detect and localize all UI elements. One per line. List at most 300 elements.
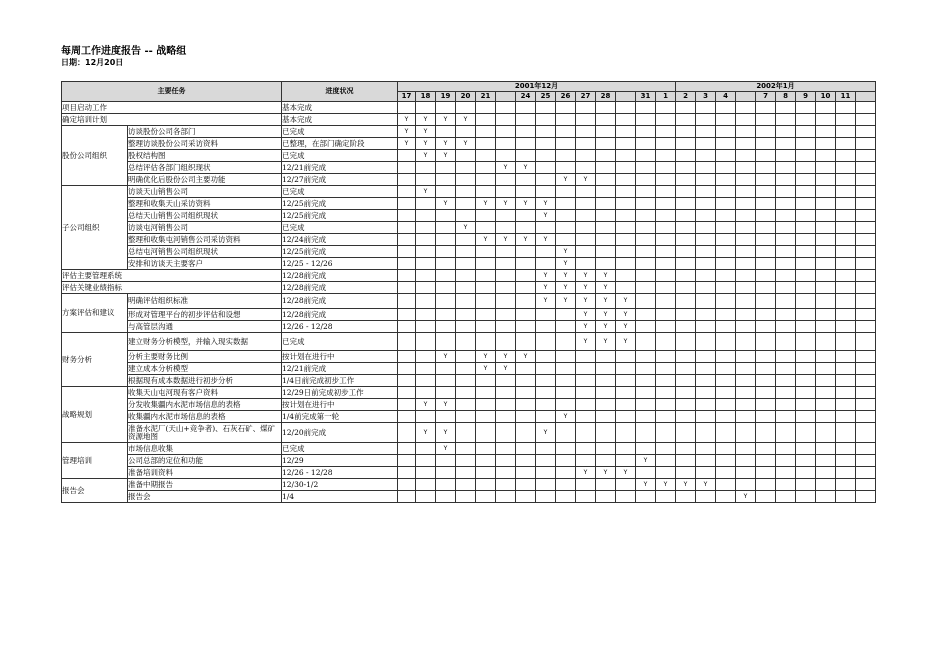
schedule-cell xyxy=(616,258,636,270)
table-row xyxy=(62,186,876,198)
schedule-cell: Y xyxy=(496,234,516,246)
schedule-cell xyxy=(836,222,856,234)
schedule-cell: Y xyxy=(536,294,556,309)
schedule-cell xyxy=(756,102,776,114)
task-label: 明确优化后股份公司主要功能 xyxy=(128,174,282,186)
schedule-cell xyxy=(398,333,416,351)
schedule-cell xyxy=(636,399,656,411)
day-header xyxy=(616,92,636,102)
schedule-cell xyxy=(836,387,856,399)
schedule-cell xyxy=(436,102,456,114)
schedule-cell xyxy=(676,282,696,294)
schedule-cell xyxy=(736,150,756,162)
schedule-cell xyxy=(736,270,756,282)
schedule-cell xyxy=(636,114,656,126)
schedule-cell xyxy=(736,198,756,210)
task-label: 总结屯河销售公司组织现状 xyxy=(128,246,282,258)
schedule-cell xyxy=(456,467,476,479)
schedule-cell xyxy=(836,411,856,423)
schedule-cell xyxy=(696,234,716,246)
schedule-cell xyxy=(416,234,436,246)
schedule-cell xyxy=(596,491,616,503)
schedule-cell xyxy=(776,186,796,198)
schedule-cell xyxy=(736,294,756,309)
schedule-cell xyxy=(556,102,576,114)
schedule-cell xyxy=(616,246,636,258)
schedule-cell xyxy=(816,399,836,411)
schedule-cell xyxy=(836,210,856,222)
schedule-cell xyxy=(456,411,476,423)
schedule-cell xyxy=(776,294,796,309)
task-label: 总结评估各部门组织现状 xyxy=(128,162,282,174)
schedule-cell: Y xyxy=(596,294,616,309)
category-label: 方案评估和建议 xyxy=(62,294,128,333)
schedule-cell xyxy=(456,258,476,270)
schedule-cell xyxy=(796,270,816,282)
schedule-cell xyxy=(556,491,576,503)
schedule-cell xyxy=(556,333,576,351)
schedule-cell xyxy=(656,321,676,333)
schedule-cell xyxy=(656,351,676,363)
schedule-cell xyxy=(516,455,536,467)
table-row xyxy=(62,222,876,234)
schedule-cell xyxy=(616,126,636,138)
schedule-cell xyxy=(676,294,696,309)
schedule-cell xyxy=(736,258,756,270)
schedule-cell xyxy=(398,282,416,294)
schedule-cell xyxy=(536,102,556,114)
schedule-cell xyxy=(716,150,736,162)
schedule-cell xyxy=(776,309,796,321)
day-header xyxy=(856,92,876,102)
schedule-cell xyxy=(716,246,736,258)
schedule-cell xyxy=(476,375,496,387)
schedule-cell: Y xyxy=(556,246,576,258)
schedule-cell xyxy=(576,399,596,411)
schedule-cell xyxy=(436,294,456,309)
task-label: 整理访谈股份公司采访资料 xyxy=(128,138,282,150)
schedule-cell xyxy=(496,222,516,234)
schedule-cell xyxy=(816,162,836,174)
schedule-cell xyxy=(516,333,536,351)
report-title: 每周工作进度报告 -- 战略组 xyxy=(61,46,187,57)
day-header: 26 xyxy=(556,92,576,102)
day-header: 9 xyxy=(796,92,816,102)
schedule-cell xyxy=(436,375,456,387)
schedule-cell xyxy=(456,491,476,503)
schedule-cell xyxy=(436,174,456,186)
schedule-cell xyxy=(636,411,656,423)
schedule-cell xyxy=(816,126,836,138)
table-row xyxy=(62,234,876,246)
schedule-cell xyxy=(456,423,476,443)
table-row xyxy=(62,423,876,443)
schedule-cell xyxy=(796,321,816,333)
schedule-cell xyxy=(556,138,576,150)
day-header: 1 xyxy=(656,92,676,102)
schedule-cell xyxy=(616,222,636,234)
schedule-cell xyxy=(656,333,676,351)
schedule-cell xyxy=(496,126,516,138)
schedule-cell xyxy=(736,246,756,258)
schedule-cell xyxy=(656,363,676,375)
schedule-cell: Y xyxy=(436,443,456,455)
schedule-cell xyxy=(496,399,516,411)
schedule-cell xyxy=(416,387,436,399)
schedule-cell xyxy=(696,363,716,375)
schedule-cell xyxy=(776,162,796,174)
schedule-cell xyxy=(496,455,516,467)
schedule-cell xyxy=(536,138,556,150)
schedule-cell xyxy=(436,333,456,351)
schedule-cell xyxy=(516,363,536,375)
schedule-cell xyxy=(436,467,456,479)
schedule-cell xyxy=(796,138,816,150)
schedule-cell xyxy=(676,333,696,351)
schedule-cell xyxy=(676,222,696,234)
schedule-cell: Y xyxy=(476,351,496,363)
schedule-cell xyxy=(676,174,696,186)
schedule-cell xyxy=(596,234,616,246)
schedule-cell xyxy=(816,198,836,210)
schedule-cell xyxy=(476,126,496,138)
schedule-cell xyxy=(736,455,756,467)
schedule-cell xyxy=(756,411,776,423)
schedule-cell xyxy=(696,222,716,234)
schedule-cell xyxy=(516,399,536,411)
schedule-cell xyxy=(476,138,496,150)
schedule-cell xyxy=(756,270,776,282)
schedule-cell xyxy=(416,294,436,309)
schedule-cell xyxy=(456,333,476,351)
schedule-cell xyxy=(476,399,496,411)
schedule-cell xyxy=(576,351,596,363)
schedule-cell xyxy=(696,150,716,162)
day-header: 24 xyxy=(516,92,536,102)
schedule-cell xyxy=(516,387,536,399)
schedule-cell xyxy=(616,234,636,246)
schedule-cell xyxy=(456,234,476,246)
schedule-cell xyxy=(576,387,596,399)
status-label: 12/20前完成 xyxy=(282,423,398,443)
schedule-cell: Y xyxy=(516,351,536,363)
status-label: 已完成 xyxy=(282,150,398,162)
schedule-cell: Y xyxy=(398,126,416,138)
schedule-cell xyxy=(596,126,616,138)
schedule-cell xyxy=(398,479,416,491)
schedule-cell xyxy=(476,491,496,503)
schedule-cell xyxy=(536,333,556,351)
schedule-cell xyxy=(476,174,496,186)
status-label: 已完成 xyxy=(282,126,398,138)
schedule-cell: Y xyxy=(556,282,576,294)
task-label: 确定培训计划 xyxy=(62,114,282,126)
schedule-cell xyxy=(856,411,876,423)
table-row xyxy=(62,321,876,333)
schedule-cell xyxy=(836,258,856,270)
table-row xyxy=(62,162,876,174)
schedule-cell xyxy=(636,174,656,186)
schedule-cell xyxy=(776,138,796,150)
schedule-cell: Y xyxy=(636,455,656,467)
schedule-cell xyxy=(496,491,516,503)
schedule-cell xyxy=(716,114,736,126)
schedule-cell xyxy=(676,411,696,423)
task-label: 安排和访谈天主要客户 xyxy=(128,258,282,270)
schedule-cell xyxy=(576,138,596,150)
schedule-cell xyxy=(856,114,876,126)
schedule-cell xyxy=(676,309,696,321)
schedule-cell xyxy=(516,222,536,234)
schedule-cell xyxy=(436,234,456,246)
schedule-cell xyxy=(496,114,516,126)
schedule-cell xyxy=(676,126,696,138)
schedule-cell xyxy=(456,387,476,399)
schedule-cell xyxy=(776,455,796,467)
task-label: 收集天山屯河现有客户资料 xyxy=(128,387,282,399)
schedule-cell xyxy=(816,114,836,126)
day-header: 7 xyxy=(756,92,776,102)
schedule-cell xyxy=(556,321,576,333)
schedule-cell xyxy=(696,491,716,503)
schedule-cell: Y xyxy=(456,138,476,150)
table-row xyxy=(62,246,876,258)
schedule-cell xyxy=(536,491,556,503)
schedule-cell xyxy=(856,443,876,455)
schedule-cell xyxy=(416,174,436,186)
schedule-cell xyxy=(416,198,436,210)
schedule-cell xyxy=(496,423,516,443)
table-row xyxy=(62,387,876,399)
status-label: 已完成 xyxy=(282,443,398,455)
status-label: 1/4 xyxy=(282,491,398,503)
schedule-cell xyxy=(676,363,696,375)
status-label: 12/28前完成 xyxy=(282,270,398,282)
schedule-cell: Y xyxy=(556,411,576,423)
schedule-cell xyxy=(398,258,416,270)
schedule-cell xyxy=(536,387,556,399)
schedule-cell xyxy=(556,399,576,411)
schedule-cell xyxy=(736,443,756,455)
schedule-cell xyxy=(456,198,476,210)
schedule-cell: Y xyxy=(596,321,616,333)
schedule-cell xyxy=(776,114,796,126)
schedule-cell xyxy=(776,321,796,333)
schedule-cell xyxy=(696,423,716,443)
task-label: 收集疆内水泥市场信息的表格 xyxy=(128,411,282,423)
schedule-cell xyxy=(596,455,616,467)
schedule-cell xyxy=(436,270,456,282)
schedule-cell xyxy=(576,198,596,210)
schedule-cell xyxy=(836,375,856,387)
schedule-cell xyxy=(416,309,436,321)
schedule-cell xyxy=(596,246,616,258)
schedule-cell xyxy=(416,222,436,234)
schedule-cell xyxy=(856,333,876,351)
schedule-cell xyxy=(816,150,836,162)
table-row xyxy=(62,491,876,503)
schedule-cell xyxy=(696,174,716,186)
schedule-cell xyxy=(416,375,436,387)
schedule-cell: Y xyxy=(536,198,556,210)
schedule-cell xyxy=(836,162,856,174)
schedule-cell xyxy=(776,399,796,411)
schedule-cell: Y xyxy=(696,479,716,491)
schedule-cell xyxy=(676,246,696,258)
schedule-cell xyxy=(856,174,876,186)
schedule-cell xyxy=(856,375,876,387)
schedule-cell xyxy=(736,411,756,423)
schedule-cell xyxy=(816,423,836,443)
schedule-cell: Y xyxy=(496,198,516,210)
schedule-cell: Y xyxy=(436,351,456,363)
schedule-cell xyxy=(796,210,816,222)
schedule-cell xyxy=(596,114,616,126)
schedule-cell xyxy=(516,186,536,198)
schedule-cell: Y xyxy=(596,333,616,351)
schedule-cell xyxy=(516,423,536,443)
schedule-cell xyxy=(636,351,656,363)
status-label: 12/21前完成 xyxy=(282,363,398,375)
task-label: 评估主要管理系统 xyxy=(62,270,282,282)
schedule-cell xyxy=(596,198,616,210)
schedule-cell xyxy=(836,423,856,443)
schedule-cell xyxy=(416,467,436,479)
schedule-cell xyxy=(736,138,756,150)
schedule-cell xyxy=(736,162,756,174)
schedule-cell xyxy=(416,162,436,174)
status-label: 12/28前完成 xyxy=(282,309,398,321)
task-label: 根据现有成本数据进行初步分析 xyxy=(128,375,282,387)
schedule-cell xyxy=(716,282,736,294)
day-header: 18 xyxy=(416,92,436,102)
schedule-cell xyxy=(456,351,476,363)
status-label: 12/28前完成 xyxy=(282,282,398,294)
schedule-cell xyxy=(436,186,456,198)
schedule-cell xyxy=(856,351,876,363)
schedule-cell xyxy=(636,198,656,210)
schedule-cell xyxy=(536,246,556,258)
task-label: 访谈屯河销售公司 xyxy=(128,222,282,234)
schedule-cell xyxy=(536,321,556,333)
schedule-cell xyxy=(616,411,636,423)
schedule-cell xyxy=(456,375,476,387)
schedule-cell xyxy=(856,479,876,491)
schedule-cell: Y xyxy=(596,467,616,479)
schedule-cell xyxy=(636,270,656,282)
task-label: 报告会 xyxy=(128,491,282,503)
table-row xyxy=(62,102,876,114)
status-column-header: 进度状况 xyxy=(282,82,398,102)
status-label: 12/28前完成 xyxy=(282,294,398,309)
schedule-cell xyxy=(716,234,736,246)
schedule-cell xyxy=(816,363,836,375)
schedule-cell: Y xyxy=(516,198,536,210)
schedule-cell xyxy=(516,258,536,270)
table-row xyxy=(62,294,876,309)
schedule-cell xyxy=(398,399,416,411)
status-label: 已完成 xyxy=(282,186,398,198)
schedule-cell xyxy=(656,399,676,411)
task-label: 总结天山销售公司组织现状 xyxy=(128,210,282,222)
schedule-cell xyxy=(856,423,876,443)
schedule-cell xyxy=(756,455,776,467)
schedule-cell: Y xyxy=(496,363,516,375)
schedule-cell xyxy=(756,479,776,491)
schedule-cell xyxy=(656,411,676,423)
schedule-cell xyxy=(756,258,776,270)
schedule-cell xyxy=(476,411,496,423)
schedule-cell xyxy=(736,363,756,375)
schedule-cell xyxy=(856,222,876,234)
schedule-cell xyxy=(676,258,696,270)
schedule-cell xyxy=(856,198,876,210)
schedule-cell xyxy=(716,138,736,150)
schedule-cell xyxy=(398,198,416,210)
status-label: 已整理，在部门确定阶段 xyxy=(282,138,398,150)
status-label: 12/27前完成 xyxy=(282,174,398,186)
day-header: 25 xyxy=(536,92,556,102)
schedule-cell: Y xyxy=(576,294,596,309)
task-label: 分析主要财务比例 xyxy=(128,351,282,363)
schedule-cell xyxy=(536,150,556,162)
schedule-cell xyxy=(476,423,496,443)
status-label: 12/21前完成 xyxy=(282,162,398,174)
schedule-cell xyxy=(636,387,656,399)
task-label: 访谈股份公司各部门 xyxy=(128,126,282,138)
schedule-cell xyxy=(676,387,696,399)
schedule-cell xyxy=(856,270,876,282)
schedule-cell xyxy=(836,102,856,114)
schedule-cell xyxy=(856,321,876,333)
schedule-cell xyxy=(696,282,716,294)
schedule-cell: Y xyxy=(496,351,516,363)
schedule-cell xyxy=(516,246,536,258)
schedule-cell xyxy=(756,491,776,503)
schedule-cell: Y xyxy=(536,423,556,443)
schedule-cell xyxy=(796,309,816,321)
schedule-cell xyxy=(398,387,416,399)
schedule-cell xyxy=(716,102,736,114)
schedule-cell xyxy=(496,138,516,150)
schedule-cell xyxy=(398,443,416,455)
schedule-cell xyxy=(416,270,436,282)
schedule-cell xyxy=(776,491,796,503)
schedule-cell xyxy=(616,479,636,491)
category-label: 战略规划 xyxy=(62,387,128,443)
schedule-cell xyxy=(636,423,656,443)
status-label: 12/24前完成 xyxy=(282,234,398,246)
task-label: 股权结构图 xyxy=(128,150,282,162)
schedule-cell: Y xyxy=(596,282,616,294)
table-row xyxy=(62,399,876,411)
schedule-cell xyxy=(736,210,756,222)
schedule-cell xyxy=(736,126,756,138)
schedule-cell xyxy=(516,443,536,455)
schedule-cell xyxy=(556,114,576,126)
schedule-cell xyxy=(856,309,876,321)
schedule-cell xyxy=(616,351,636,363)
schedule-cell xyxy=(856,294,876,309)
schedule-cell xyxy=(716,258,736,270)
schedule-cell xyxy=(656,186,676,198)
schedule-cell xyxy=(556,363,576,375)
schedule-cell xyxy=(476,246,496,258)
schedule-cell xyxy=(496,387,516,399)
schedule-cell xyxy=(636,186,656,198)
table-row xyxy=(62,443,876,455)
schedule-cell xyxy=(696,333,716,351)
